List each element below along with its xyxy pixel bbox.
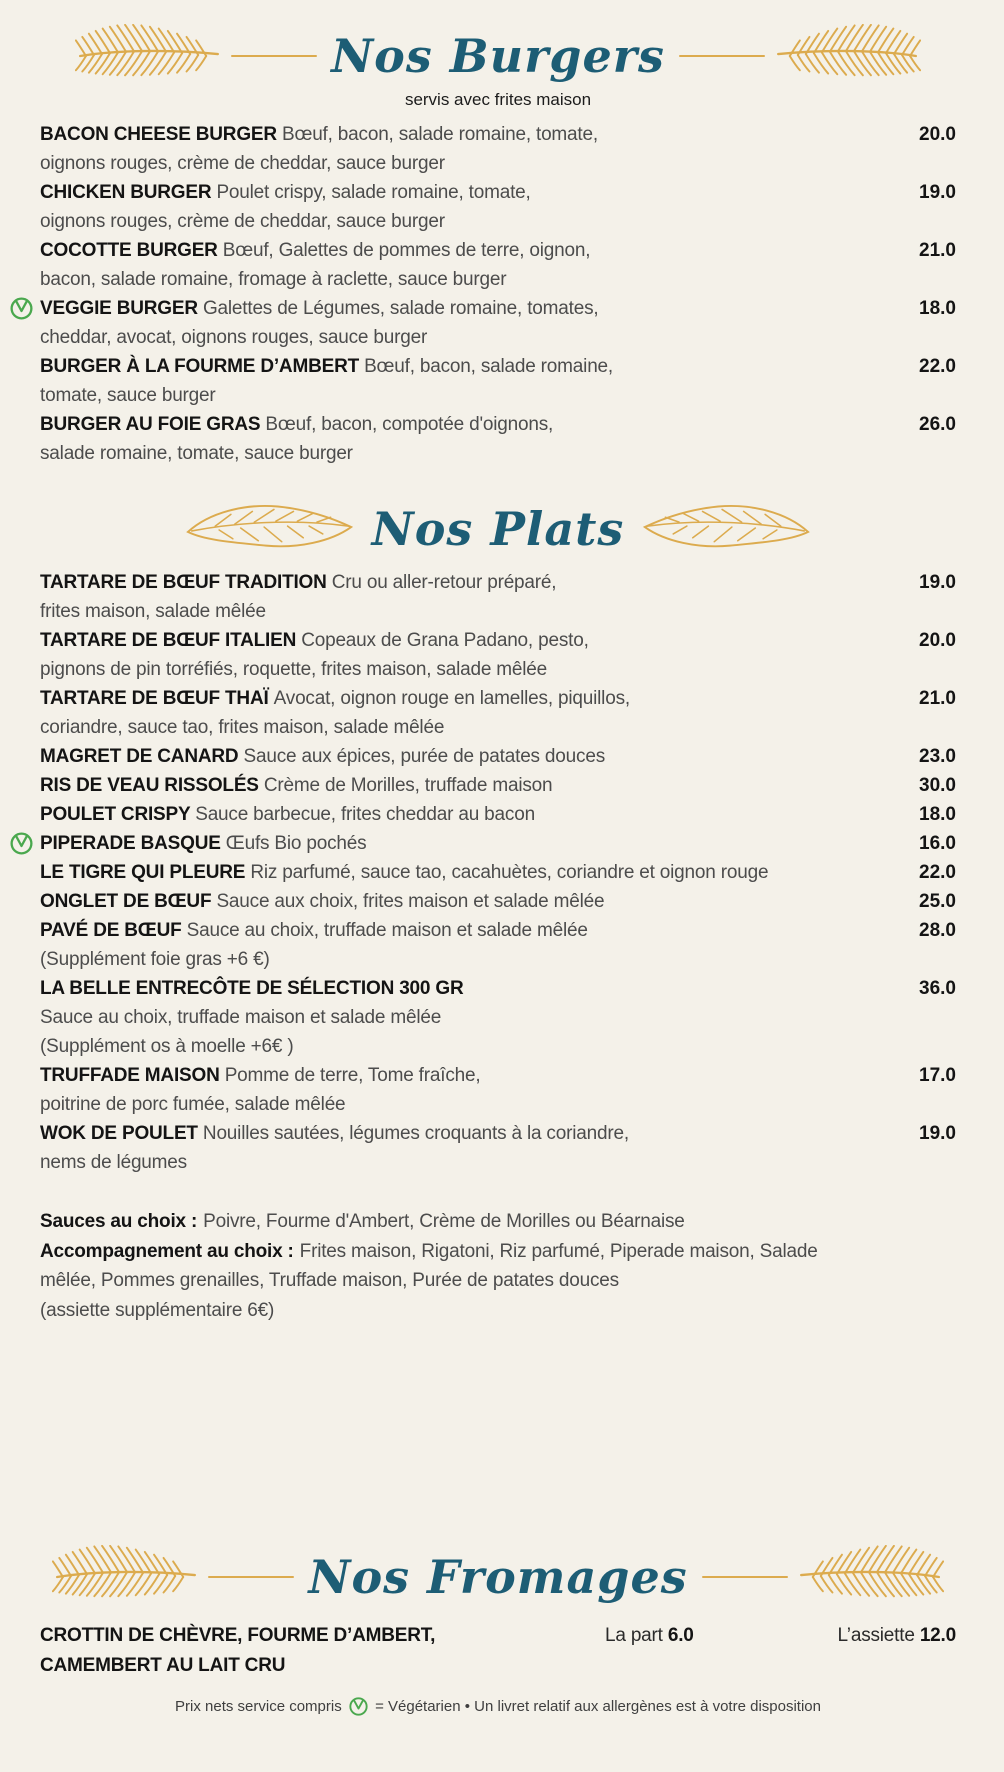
item-description-line: (Supplément os à moelle +6€ ) [40, 1036, 294, 1057]
note-text: (assiette supplémentaire 6€) [40, 1299, 275, 1321]
menu-item [40, 236, 956, 294]
menu-item [40, 742, 956, 771]
item-price: 20.0 [919, 124, 956, 145]
fromages-name-line1: CROTTIN DE CHÈVRE, FOURME D’AMBERT, [40, 1625, 436, 1646]
item-description: Bœuf, bacon, salade romaine, tomate, [281, 124, 598, 145]
fromages-assiette [785, 1621, 956, 1681]
item-description: Pomme de terre, Tome fraîche, [224, 1065, 481, 1086]
note-label: Accompagnement au choix : [40, 1240, 294, 1262]
item-price: 16.0 [919, 833, 956, 854]
item-first-line [40, 294, 888, 323]
item-first-line [40, 742, 888, 771]
item-first-line [40, 626, 888, 655]
item-first-line [40, 1061, 888, 1090]
vegetarian-icon [10, 832, 33, 855]
menu-item [40, 829, 956, 858]
item-first-line [40, 771, 888, 800]
item-price: 19.0 [919, 572, 956, 593]
item-first-line [40, 916, 888, 945]
menu-item [40, 771, 956, 800]
item-description: Riz parfumé, sauce tao, cacahuètes, coriandre et oignon rouge [250, 862, 769, 883]
note-text: Frites maison, Rigatoni, Riz parfumé, Piperade maison, Salade [299, 1240, 818, 1262]
item-description-line: poitrine de porc fumée, salade mêlée [40, 1094, 346, 1115]
item-first-line [40, 178, 888, 207]
item-price: 22.0 [919, 356, 956, 377]
item-description: Œufs Bio pochés [225, 833, 367, 854]
item-first-line [40, 974, 888, 1003]
header-rule [702, 1576, 788, 1578]
part-label: La part [605, 1625, 663, 1646]
header-rule [208, 1576, 294, 1578]
item-price: 36.0 [919, 978, 956, 999]
menu-item [40, 410, 956, 468]
item-description-line: oignons rouges, crème de cheddar, sauce burger [40, 153, 445, 174]
item-description-line: tomate, sauce burger [40, 385, 216, 406]
menu-item [40, 626, 956, 684]
menu-item [40, 974, 956, 1061]
header-rule [231, 55, 317, 57]
fromages-item [40, 1621, 956, 1681]
item-name: LA BELLE ENTRECÔTE DE SÉLECTION 300 GR [40, 978, 464, 999]
burgers-list [40, 120, 956, 468]
note-line [40, 1296, 956, 1326]
fern-decoration-icon [52, 1545, 200, 1609]
item-description: Sauce aux choix, frites maison et salade mêlée [216, 891, 605, 912]
burgers-header [40, 24, 956, 88]
menu-item [40, 178, 956, 236]
footer-suffix: = Végétarien • Un livret relatif aux allergènes est à votre disposition [375, 1698, 821, 1715]
fern-decoration-icon [75, 24, 223, 88]
item-description: Galettes de Légumes, salade romaine, tomates, [202, 298, 599, 319]
item-name: ONGLET DE BŒUF [40, 891, 217, 912]
assiette-label: L’assiette [837, 1625, 915, 1646]
item-name: TARTARE DE BŒUF THAÏ [40, 688, 274, 709]
vegetarian-icon [10, 297, 33, 320]
item-name: COCOTTE BURGER [40, 240, 223, 261]
item-description: Avocat, oignon rouge en lamelles, piquillos, [273, 688, 630, 709]
item-first-line [40, 236, 888, 265]
menu-item [40, 916, 956, 974]
fromages-name-line2: CAMEMBERT AU LAIT CRU [40, 1655, 286, 1676]
plats-header [40, 494, 956, 564]
item-name: RIS DE VEAU RISSOLÉS [40, 775, 264, 796]
menu-item [40, 887, 956, 916]
item-description: Sauce barbecue, frites cheddar au bacon [195, 804, 535, 825]
plats-title: Nos Plats [371, 501, 625, 556]
item-first-line [40, 410, 888, 439]
item-price: 21.0 [919, 240, 956, 261]
item-price: 26.0 [919, 414, 956, 435]
fromages-part [605, 1621, 785, 1681]
footer-legend [40, 1697, 956, 1716]
fromages-item-name [40, 1621, 605, 1681]
item-first-line [40, 684, 888, 713]
item-name: VEGGIE BURGER [40, 298, 203, 319]
header-rule [679, 55, 765, 57]
footer-prefix: Prix nets service compris [175, 1698, 342, 1715]
item-price: 19.0 [919, 182, 956, 203]
item-description: Sauce aux épices, purée de patates douces [243, 746, 606, 767]
item-first-line [40, 858, 888, 887]
burgers-title: Nos Burgers [331, 28, 665, 83]
note-label: Sauces au choix : [40, 1211, 198, 1232]
menu-item [40, 858, 956, 887]
menu-item [40, 1119, 956, 1177]
item-description: Crème de Morilles, truffade maison [263, 775, 553, 796]
menu-item [40, 684, 956, 742]
item-first-line [40, 568, 888, 597]
fern-decoration-icon [773, 24, 921, 88]
item-price: 25.0 [919, 891, 956, 912]
note-line [40, 1237, 956, 1267]
item-first-line [40, 352, 888, 381]
item-name: WOK DE POULET [40, 1123, 203, 1144]
item-price: 21.0 [919, 688, 956, 709]
item-description-line: bacon, salade romaine, fromage à raclette, sauce burger [40, 269, 507, 290]
item-name: TARTARE DE BŒUF ITALIEN [40, 630, 302, 651]
note-line [40, 1207, 956, 1237]
item-description-line: pignons de pin torréfiés, roquette, frites maison, salade mêlée [40, 659, 548, 680]
item-price: 23.0 [919, 746, 956, 767]
item-description-line: Sauce au choix, truffade maison et salade mêlée [40, 1007, 442, 1028]
item-name: CHICKEN BURGER [40, 182, 217, 203]
item-name: BACON CHEESE BURGER [40, 124, 282, 145]
item-name: BURGER AU FOIE GRAS [40, 414, 266, 435]
note-text: Poivre, Fourme d'Ambert, Crème de Morilles ou Béarnaise [203, 1211, 685, 1232]
item-description-line: cheddar, avocat, oignons rouges, sauce burger [40, 327, 428, 348]
item-description: Copeaux de Grana Padano, pesto, [301, 630, 589, 651]
item-name: POULET CRISPY [40, 804, 196, 825]
fromages-title: Nos Fromages [308, 1549, 688, 1604]
note-line [40, 1266, 956, 1296]
item-description: Bœuf, Galettes de pommes de terre, oignon, [222, 240, 591, 261]
item-price: 17.0 [919, 1065, 956, 1086]
note-text: mêlée, Pommes grenailles, Truffade maison, Purée de patates douces [40, 1270, 619, 1291]
item-description: Nouilles sautées, légumes croquants à la coriandre, [202, 1123, 629, 1144]
plats-notes [40, 1207, 956, 1325]
item-price: 18.0 [919, 298, 956, 319]
menu-item [40, 352, 956, 410]
menu-item [40, 1061, 956, 1119]
item-price: 18.0 [919, 804, 956, 825]
item-description-line: oignons rouges, crème de cheddar, sauce burger [40, 211, 445, 232]
item-description-line: nems de légumes [40, 1152, 187, 1173]
item-price: 20.0 [919, 630, 956, 651]
item-description-line: coriandre, sauce tao, frites maison, salade mêlée [40, 717, 445, 738]
item-name: PIPERADE BASQUE [40, 833, 226, 854]
item-description-line: frites maison, salade mêlée [40, 601, 266, 622]
fern-decoration-icon [796, 1545, 944, 1609]
assiette-price: 12.0 [919, 1625, 956, 1646]
item-price: 19.0 [919, 1123, 956, 1144]
item-first-line [40, 120, 888, 149]
item-name: PAVÉ DE BŒUF [40, 920, 187, 941]
item-description-line: salade romaine, tomate, sauce burger [40, 443, 353, 464]
item-name: BURGER À LA FOURME D’AMBERT [40, 356, 365, 377]
burgers-subtitle: servis avec frites maison [404, 90, 592, 109]
item-name: TRUFFADE MAISON [40, 1065, 225, 1086]
item-description: Bœuf, bacon, salade romaine, [364, 356, 614, 377]
item-first-line [40, 800, 888, 829]
item-name: LE TIGRE QUI PLEURE [40, 862, 251, 883]
item-description: Cru ou aller-retour préparé, [331, 572, 557, 593]
menu-item [40, 120, 956, 178]
menu-item [40, 568, 956, 626]
part-price: 6.0 [667, 1625, 694, 1646]
menu-item [40, 294, 956, 352]
plats-list [40, 568, 956, 1177]
item-first-line [40, 1119, 888, 1148]
item-description: Bœuf, bacon, compotée d'oignons, [265, 414, 554, 435]
item-name: MAGRET DE CANARD [40, 746, 244, 767]
item-description-line: (Supplément foie gras +6 €) [40, 949, 270, 970]
item-description: Sauce au choix, truffade maison et salade mêlée [186, 920, 588, 941]
item-first-line [40, 829, 888, 858]
vegetarian-icon [349, 1697, 368, 1716]
item-description: Poulet crispy, salade romaine, tomate, [216, 182, 531, 203]
fromages-header [40, 1545, 956, 1609]
item-price: 22.0 [919, 862, 956, 883]
item-price: 30.0 [919, 775, 956, 796]
item-price: 28.0 [919, 920, 956, 941]
feather-decoration-icon [638, 494, 814, 564]
item-name: TARTARE DE BŒUF TRADITION [40, 572, 332, 593]
feather-decoration-icon [182, 494, 358, 564]
item-first-line [40, 887, 888, 916]
menu-item [40, 800, 956, 829]
